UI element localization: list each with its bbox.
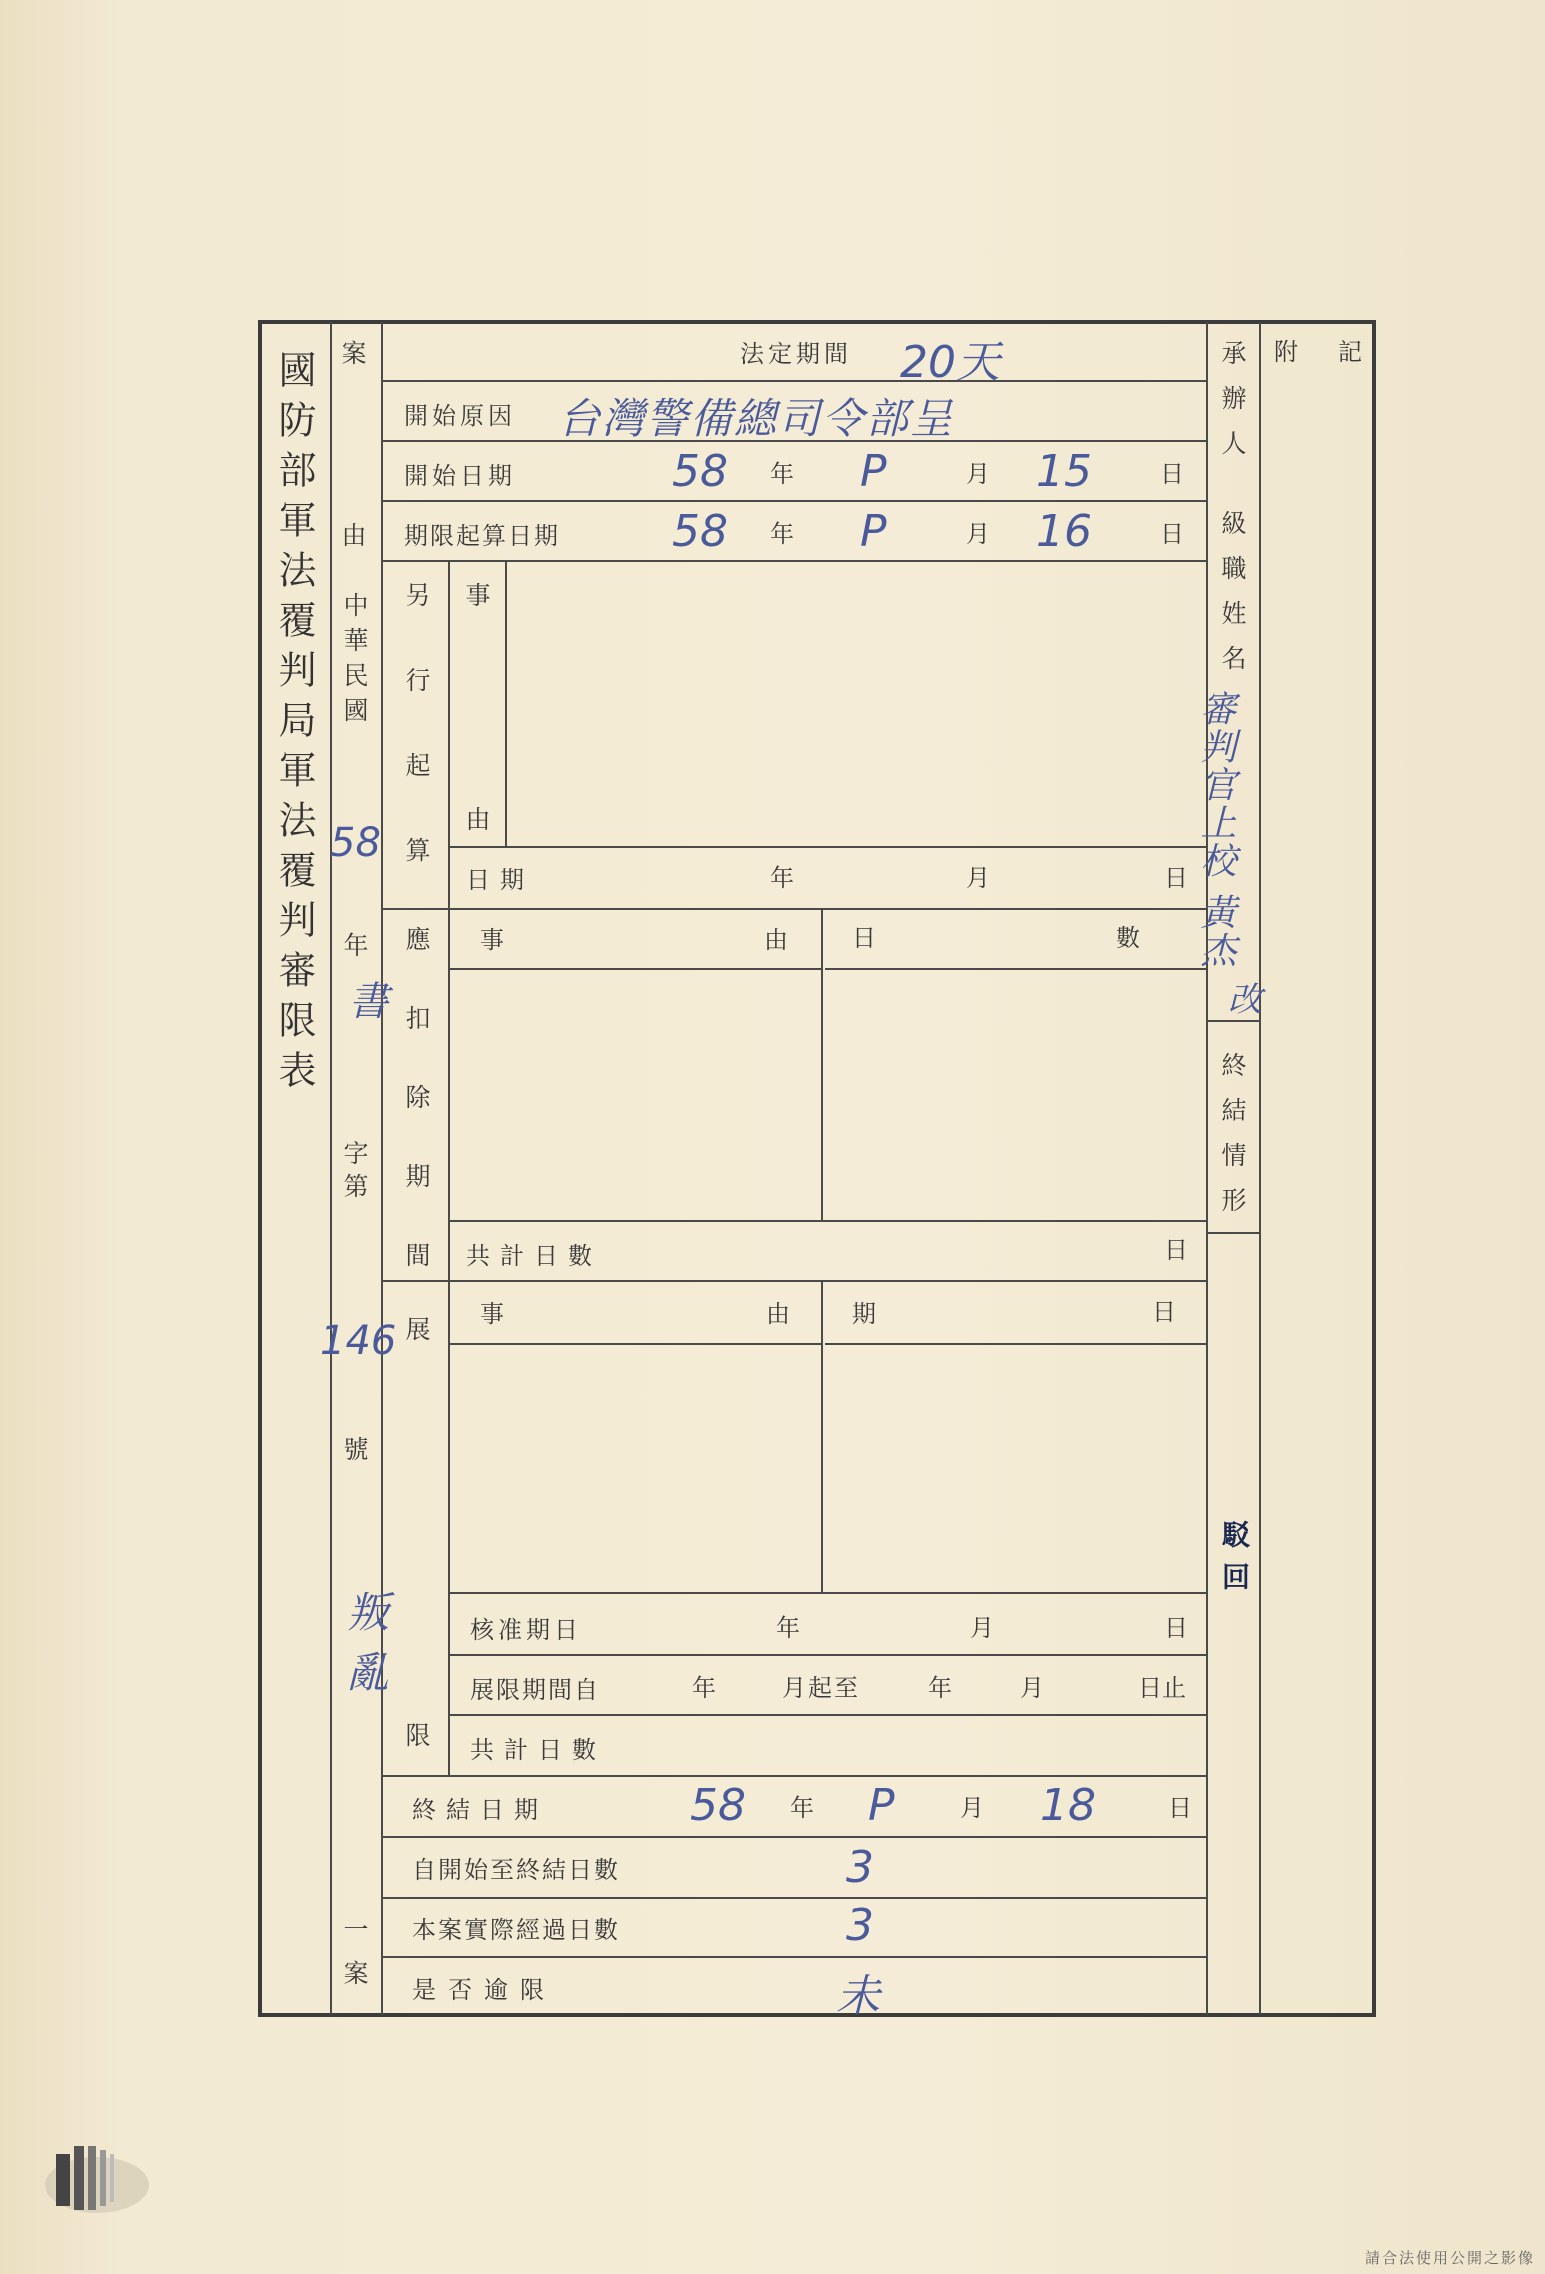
unit-year: 年 [770,864,798,892]
statutory-period-value: 20天 [900,337,1000,388]
calc-date-year: 58 [672,506,728,557]
start-date-month: P [860,446,887,497]
word-label: 字第 [340,1140,369,1206]
end-date-month: P [868,1780,895,1831]
statutory-period-label: 法定期間 [740,340,852,368]
unit-month: 月 [966,864,994,892]
total-days-label: 共計日數 [470,1736,606,1764]
roc-label: 中華民國 [340,592,369,732]
case-year-value: 58 [330,820,381,866]
case-label: 案 [338,340,367,387]
unit-year: 年 [928,1674,956,1702]
start-cause-label: 開始原因 [404,402,516,430]
unit-month: 月 [970,1614,998,1642]
hao-label: 號 [340,1436,369,1483]
case-number-value: 146 [320,1318,397,1364]
calc-date-month: P [860,506,887,557]
handler-label: 承辦人 [1218,340,1247,475]
archive-logo-icon [42,2140,152,2215]
handler-handwritten: 審判官上校 黃杰 [1195,690,1236,970]
unit-year: 年 [770,460,798,488]
end-date-day: 18 [1040,1780,1096,1831]
start-date-day: 15 [1036,446,1092,497]
ri-label: 日 [1164,1236,1192,1264]
unit-year: 年 [776,1614,804,1642]
reason-label: 由 [338,522,367,569]
handler-suffix: 改 [1228,980,1262,1020]
divider [1259,322,1261,2015]
case-word-value: 書 [342,980,388,1020]
shi-label: 事 [480,1300,508,1328]
rank-name-label: 級職姓名 [1218,510,1247,690]
approve-label: 核准期日 [470,1616,582,1644]
end-date-year: 58 [690,1780,746,1831]
unit-month: 月 [1020,1674,1048,1702]
divider [1206,322,1208,2015]
shi-label: 事 [462,582,491,629]
start-to-end-label: 自開始至終結日數 [412,1856,620,1884]
overdue-value: 未 [836,1971,880,2022]
actual-days-value: 3 [846,1900,874,1951]
footer-note: 請合法使用公開之影像 [1364,2249,1535,2267]
divider [330,322,332,2015]
start-date-label: 開始日期 [404,462,516,490]
remarks-label: 附記 [1274,338,1402,366]
end-date-label: 終結日期 [412,1796,548,1824]
unit-day: 日 [1168,1794,1196,1822]
start-date-year: 58 [672,446,728,497]
unit-day: 日 [1160,460,1188,488]
rejected-stamp: 駁回 [1218,1520,1251,1604]
calc-date-label: 期限起算日期 [404,522,560,550]
start-to-end-value: 3 [846,1842,874,1893]
yue-qi-zhi: 月起至 [782,1674,860,1702]
unit-month: 月 [966,520,994,548]
ext-period-label: 展限期間自 [470,1676,600,1704]
xian-label: 限 [402,1722,431,1769]
unit-year: 年 [770,520,798,548]
ri-zhi: 日止 [1138,1674,1186,1702]
you-label: 由 [462,806,491,853]
unit-month: 月 [960,1794,988,1822]
riqi-label: 日期 [466,866,534,894]
you-label: 由 [764,926,792,954]
alt-calc-label: 另行起算 [402,582,431,922]
unit-day: 日 [1160,520,1188,548]
form-title: 國防部軍法覆判局軍法覆判審限表 [272,350,316,1100]
total-days-label: 共計日數 [466,1242,602,1270]
yi-label: 一 [340,1916,369,1963]
unit-day: 日 [1164,864,1192,892]
rishu-label: 日數 [852,924,1380,952]
shi-label: 事 [480,926,508,954]
an-label: 案 [340,1960,369,2007]
year-label: 年 [340,932,369,979]
unit-year: 年 [790,1794,818,1822]
start-cause-value: 台灣警備總司令部呈 [558,394,955,443]
divider [381,322,383,2015]
ext-label: 展 [402,1316,431,1363]
ri-label: 日 [1152,1298,1180,1326]
conclusion-label: 終結情形 [1218,1052,1247,1232]
unit-month: 月 [966,460,994,488]
deduct-label: 應扣除期間 [402,926,431,1321]
you-label: 由 [766,1300,794,1328]
case-type-handwritten: 叛亂 [341,1590,390,1710]
unit-year: 年 [692,1674,720,1702]
unit-day: 日 [1164,1614,1192,1642]
qi-label: 期 [852,1300,880,1328]
overdue-label: 是否逾限 [412,1976,556,2004]
calc-date-day: 16 [1036,506,1092,557]
actual-days-label: 本案實際經過日數 [412,1916,620,1944]
